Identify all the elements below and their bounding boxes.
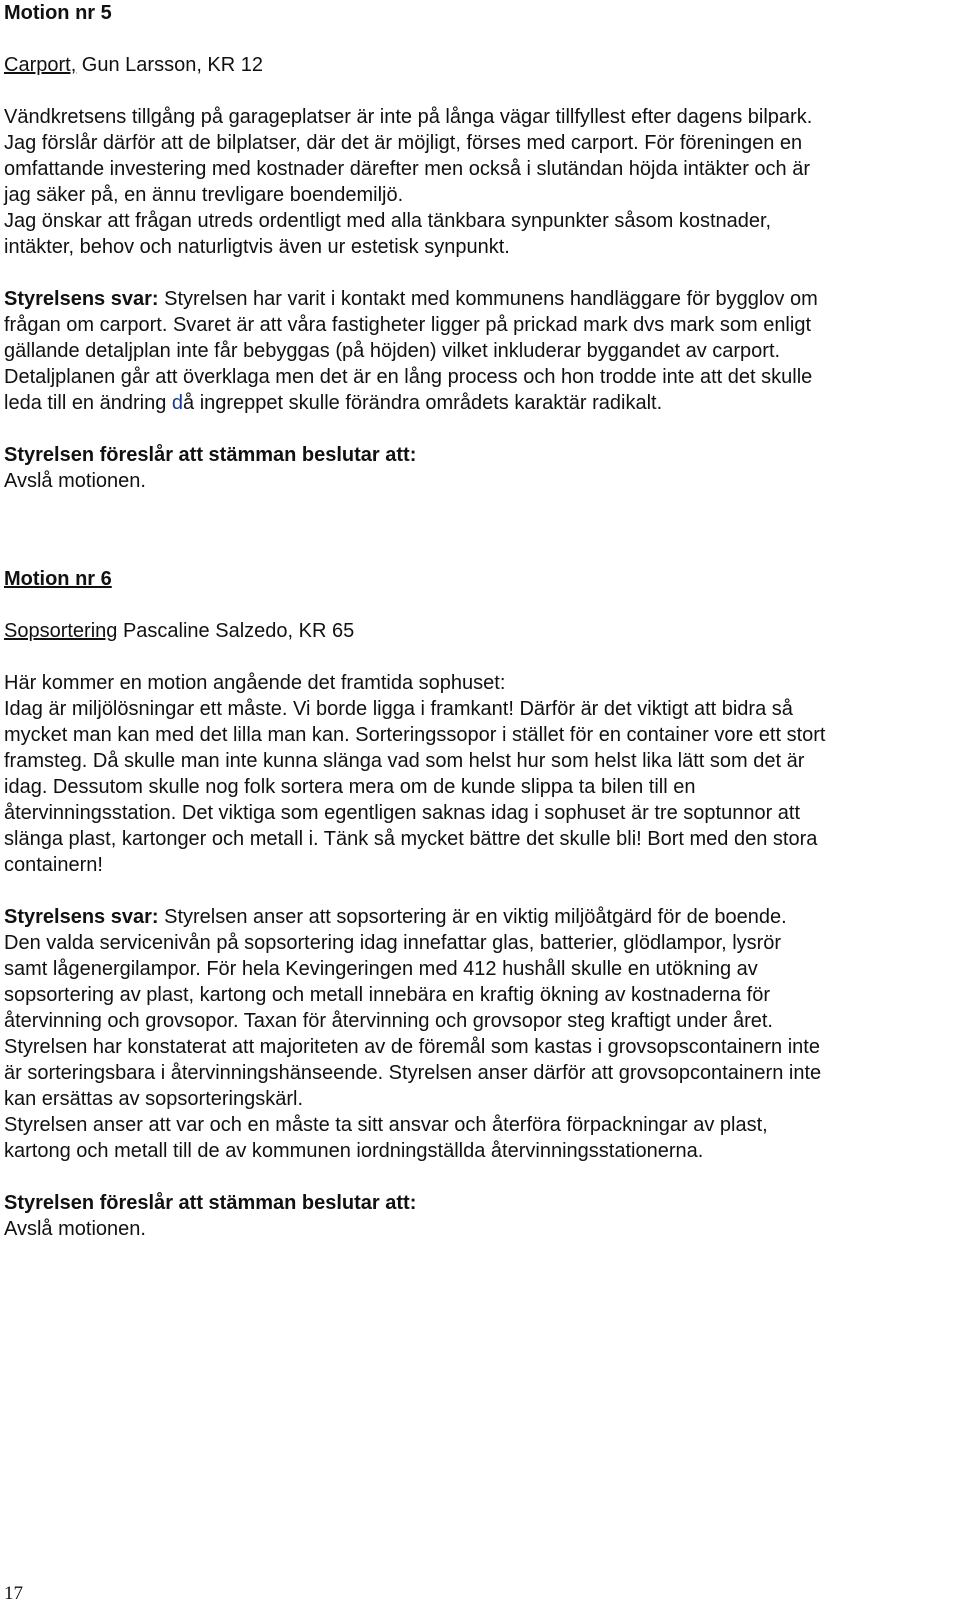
body-line: Jag önskar att frågan utreds ordentligt med alla tänkbara synpunkter såsom kostnader, xyxy=(4,210,772,232)
body-line: återvinningsstation. Det viktiga som egentligen saknas idag i sophuset är tre soptunnor att xyxy=(4,802,801,824)
board-answer-text: å ingreppet skulle förändra områdets karaktär radikalt. xyxy=(183,392,663,414)
board-answer-line: återvinning och grovsopor. Taxan för återvinning och grovsopor steg kraftigt under året. xyxy=(4,1010,773,1032)
motion-5-section xyxy=(4,0,956,494)
motion-6-board-answer xyxy=(4,904,956,1164)
motion-5-proposal-label: Styrelsen föreslår att stämman beslutar att: xyxy=(4,444,417,466)
board-answer-line: frågan om carport. Svaret är att våra fastigheter ligger på prickad mark dvs mark som enligt xyxy=(4,314,812,336)
body-line: Jag förslår därför att de bilplatser, där det är möjligt, förses med carport. För föreningen en xyxy=(4,132,803,154)
board-answer-line xyxy=(4,904,956,930)
motion-5-subject-title: Carport, xyxy=(4,54,77,76)
motion-6-section xyxy=(4,566,956,1242)
board-answer-line: Styrelsen har konstaterat att majoriteten av de föremål som kastas i grovsopscontainern inte xyxy=(4,1036,820,1058)
motion-6-heading: Motion nr 6 xyxy=(4,568,112,590)
body-line: idag. Dessutom skulle nog folk sortera mera om de kunde slippa ta bilen till en xyxy=(4,776,696,798)
board-answer-text-highlight: d xyxy=(171,392,184,414)
page-number: 17 xyxy=(4,1583,23,1604)
motion-5-proposal-text: Avslå motionen. xyxy=(4,470,146,492)
board-answer-text: Styrelsen har varit i kontakt med kommunens handläggare för bygglov om xyxy=(158,288,818,310)
body-line: slänga plast, kartonger och metall i. Tänk så mycket bättre det skulle bli! Bort med den stora xyxy=(4,828,818,850)
board-answer-line: Detaljplanen går att överklaga men det är en lång process och hon trodde inte att det skulle xyxy=(4,366,813,388)
body-line: mycket man kan med det lilla man kan. Sorteringssopor i stället för en container vore ett stort xyxy=(4,724,826,746)
motion-6-subject xyxy=(4,618,956,644)
motion-5-subject-author: Gun Larsson, KR 12 xyxy=(76,54,264,76)
board-answer-line: gällande detaljplan inte får bebyggas (på höjden) vilket inkluderar byggandet av carport. xyxy=(4,340,781,362)
board-answer-line: kartong och metall till de av kommunen iordningställda återvinningsstationerna. xyxy=(4,1140,704,1162)
body-line: jag säker på, en ännu trevligare boendemiljö. xyxy=(4,184,404,206)
board-answer-line xyxy=(4,390,956,416)
motion-5-subject xyxy=(4,52,956,78)
board-answer-text: leda till en ändring xyxy=(4,392,172,414)
body-line: Idag är miljölösningar ett måste. Vi borde ligga i framkant! Därför är det viktigt att bidra så xyxy=(4,698,793,720)
board-answer-label: Styrelsens svar: xyxy=(4,288,159,310)
body-line: intäkter, behov och naturligtvis även ur estetisk synpunkt. xyxy=(4,236,510,258)
motion-6-subject-author: Pascaline Salzedo, KR 65 xyxy=(117,620,355,642)
motion-5-heading: Motion nr 5 xyxy=(4,2,112,24)
board-answer-label: Styrelsens svar: xyxy=(4,906,159,928)
board-answer-text: Styrelsen anser att sopsortering är en viktig miljöåtgärd för de boende. xyxy=(158,906,787,928)
body-line: omfattande investering med kostnader därefter men också i slutändan höjda intäkter och är xyxy=(4,158,811,180)
motion-6-proposal-text: Avslå motionen. xyxy=(4,1218,146,1240)
motion-5-board-answer xyxy=(4,286,956,416)
body-line: Här kommer en motion angående det framtida sophuset: xyxy=(4,672,506,694)
board-answer-line: Den valda servicenivån på sopsortering idag innefattar glas, batterier, glödlampor, lysrör xyxy=(4,932,782,954)
body-line: framsteg. Då skulle man inte kunna slänga vad som helst hur som helst lika lätt som det är xyxy=(4,750,805,772)
motion-6-proposal-label: Styrelsen föreslår att stämman beslutar att: xyxy=(4,1192,417,1214)
board-answer-line xyxy=(4,286,956,312)
body-line: containern! xyxy=(4,854,103,876)
motion-6-body xyxy=(4,670,956,878)
body-line: Vändkretsens tillgång på garageplatser är inte på långa vägar tillfyllest efter dagens bilpark. xyxy=(4,106,813,128)
board-answer-line: är sorteringsbara i återvinningshänseende. Styrelsen anser därför att grovsopcontainern inte xyxy=(4,1062,822,1084)
board-answer-line: kan ersättas av sopsorteringskärl. xyxy=(4,1088,304,1110)
board-answer-line: Styrelsen anser att var och en måste ta sitt ansvar och återföra förpackningar av plast, xyxy=(4,1114,768,1136)
board-answer-line: samt lågenergilampor. För hela Kevingeringen med 412 hushåll skulle en utökning av xyxy=(4,958,758,980)
motion-6-subject-title: Sopsortering xyxy=(4,620,118,642)
document-page xyxy=(4,0,956,1242)
board-answer-line: sopsortering av plast, kartong och metall innebära en kraftig ökning av kostnaderna för xyxy=(4,984,770,1006)
motion-5-body xyxy=(4,104,956,260)
